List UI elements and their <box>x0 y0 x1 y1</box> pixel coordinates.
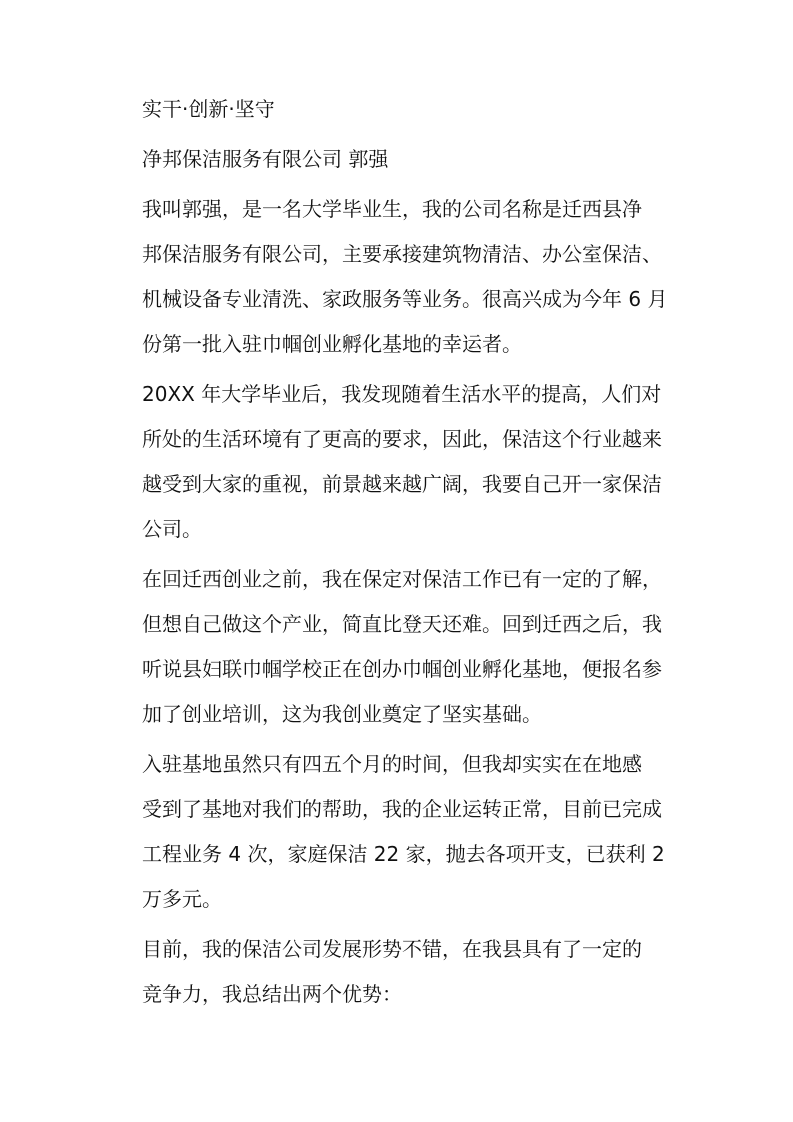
author-line: 净邦保洁服务有限公司 郭强 <box>142 147 389 171</box>
paragraph-line: 竞争力，我总结出两个优势： <box>142 982 402 1006</box>
paragraph-line: 公司。 <box>142 517 202 541</box>
paragraph-line: 受到了基地对我们的帮助，我的企业运转正常，目前已完成 <box>142 797 662 821</box>
document-title: 实干·创新·坚守 <box>142 97 275 121</box>
paragraph-line: 份第一批入驻巾帼创业孵化基地的幸运者。 <box>142 332 522 356</box>
paragraph-2 <box>142 381 677 542</box>
paragraph-line: 20XX 年大学毕业后，我发现随着生活水平的提高，人们对 <box>142 382 662 406</box>
paragraph-line: 听说县妇联巾帼学校正在创办巾帼创业孵化基地，便报名参 <box>142 657 662 681</box>
paragraph-5 <box>142 936 677 1007</box>
paragraph-4 <box>142 751 677 912</box>
paragraph-line: 万多元。 <box>142 887 222 911</box>
paragraph-line: 工程业务 4 次，家庭保洁 22 家，抛去各项开支，已获利 2 <box>142 842 665 866</box>
paragraph-line: 越受到大家的重视，前景越来越广阔，我要自己开一家保洁 <box>142 472 662 496</box>
paragraph-line: 所处的生活环境有了更高的要求，因此，保洁这个行业越来 <box>142 427 662 451</box>
paragraph-3 <box>142 566 677 727</box>
paragraph-line: 机械设备专业清洗、家政服务等业务。很高兴成为今年 6 月 <box>142 287 668 311</box>
paragraph-line: 入驻基地虽然只有四五个月的时间，但我却实实在在地感 <box>142 752 642 776</box>
paragraph-line: 但想自己做这个产业，简直比登天还难。回到迁西之后，我 <box>142 612 662 636</box>
paragraph-line: 邦保洁服务有限公司，主要承接建筑物清洁、办公室保洁、 <box>142 242 662 266</box>
paragraph-line: 加了创业培训，这为我创业奠定了坚实基础。 <box>142 702 542 726</box>
paragraph-line: 目前，我的保洁公司发展形势不错，在我县具有了一定的 <box>142 937 642 961</box>
paragraph-1 <box>142 196 677 357</box>
paragraph-line: 在回迁西创业之前，我在保定对保洁工作已有一定的了解， <box>142 567 662 591</box>
paragraph-line: 我叫郭强，是一名大学毕业生，我的公司名称是迁西县净 <box>142 197 642 221</box>
document-body <box>142 96 677 1031</box>
